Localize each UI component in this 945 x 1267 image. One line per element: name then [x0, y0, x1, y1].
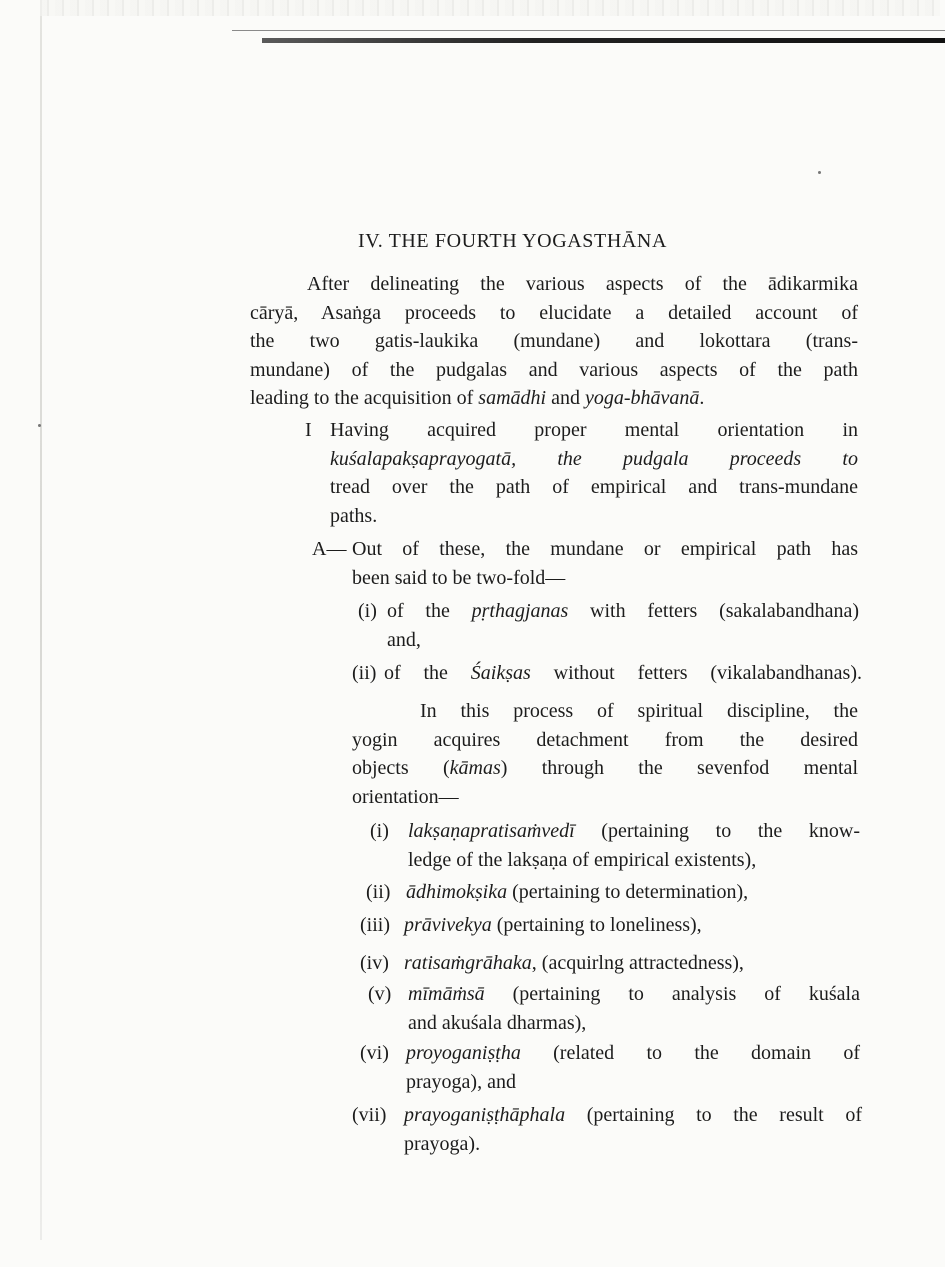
orientation-item	[404, 949, 856, 978]
orientation-number: (iii)	[360, 914, 390, 936]
orientation-item	[406, 878, 858, 907]
top-rule	[232, 30, 945, 44]
section-title: IV. THE FOURTH YOGASTHĀNA	[358, 230, 667, 252]
text-line: Having acquired proper mental orientation in	[330, 419, 858, 441]
text-line: In this process of spiritual discipline, the	[420, 700, 858, 722]
text-line	[250, 327, 858, 356]
text-line: prayoga).	[404, 1132, 481, 1155]
text-line: prayoganiṣṭhāphala (pertaining to the result of	[404, 1104, 862, 1126]
text-line: mīmāṁsā (pertaining to analysis of kuśala	[408, 983, 860, 1005]
text-line: Out of these, the mundane or empirical path has	[352, 538, 858, 560]
text-line: leading to the acquisition of samādhi and yoga-bhāvanā.	[250, 387, 705, 409]
point-marker: I	[305, 419, 312, 441]
text-line: After delineating the various aspects of the ādikarmika	[307, 273, 858, 295]
subitem	[387, 597, 859, 654]
point-one-paragraph	[330, 416, 858, 530]
text-line-content: the two gatis-laukika (mundane) and lokottara (trans-	[250, 330, 858, 352]
text-line: and akuśala dharmas),	[408, 1011, 587, 1034]
scan-speck	[818, 171, 821, 174]
subitem-number: (i)	[358, 600, 377, 622]
subitem-number: (ii)	[352, 662, 377, 684]
point-a-paragraph	[352, 535, 858, 592]
orientation-item	[406, 1039, 860, 1096]
text-line: objects (kāmas) through the sevenfod mental	[352, 757, 858, 779]
orientation-number: (iv)	[360, 952, 389, 974]
text-line: kuśalapakṣaprayogatā, the pudgala proceeds to	[330, 447, 858, 470]
text-line: been said to be two-fold—	[352, 566, 566, 589]
orientation-item	[408, 817, 860, 874]
text-line: paths.	[330, 504, 378, 527]
text-line: ledge of the lakṣaṇa of empirical existents),	[408, 848, 757, 871]
intro-paragraph	[250, 270, 858, 413]
text-line: prayoga), and	[406, 1070, 516, 1093]
orientation-number: (i)	[370, 820, 389, 842]
orientation-item	[408, 980, 860, 1037]
text-line: cāryā, Asaṅga proceeds to elucidate a detailed account of	[250, 301, 858, 324]
text-line: proyoganiṣṭha (related to the domain of	[406, 1042, 860, 1064]
text-line: of the pṛthagjanas with fetters (sakalabandhana)	[387, 600, 860, 622]
text-line: mundane) of the pudgalas and various aspects of the path	[250, 358, 858, 381]
orientation-item	[404, 1101, 862, 1158]
orientation-item	[404, 911, 856, 940]
scan-speck	[38, 424, 41, 427]
orientation-number: (v)	[368, 983, 392, 1005]
text-line: tread over the path of empirical and trans-mundane	[330, 476, 858, 498]
orientation-number: (vi)	[360, 1042, 389, 1064]
orientation-number: (ii)	[366, 881, 391, 903]
text-line: of the Śaikṣas without fetters (vikalabandhanas).	[384, 662, 862, 684]
process-paragraph	[352, 697, 858, 811]
orientation-number: (vii)	[352, 1104, 387, 1126]
scan-noise	[40, 0, 940, 16]
text-line: prāvivekya (pertaining to loneliness),	[404, 914, 702, 936]
text-line: orientation—	[352, 785, 459, 808]
page-edge	[40, 0, 42, 1240]
text-line: lakṣaṇapratisaṁvedī (pertaining to the know-	[408, 820, 860, 842]
text-line: and,	[387, 628, 421, 651]
point-marker: A—	[312, 538, 347, 560]
text-line: ratisaṁgrāhaka, (acquirlng attractedness),	[404, 952, 744, 974]
subitem	[384, 659, 862, 688]
text-line: yogin acquires detachment from the desired	[352, 728, 858, 751]
text-line: ādhimokṣika (pertaining to determination),	[406, 881, 749, 903]
